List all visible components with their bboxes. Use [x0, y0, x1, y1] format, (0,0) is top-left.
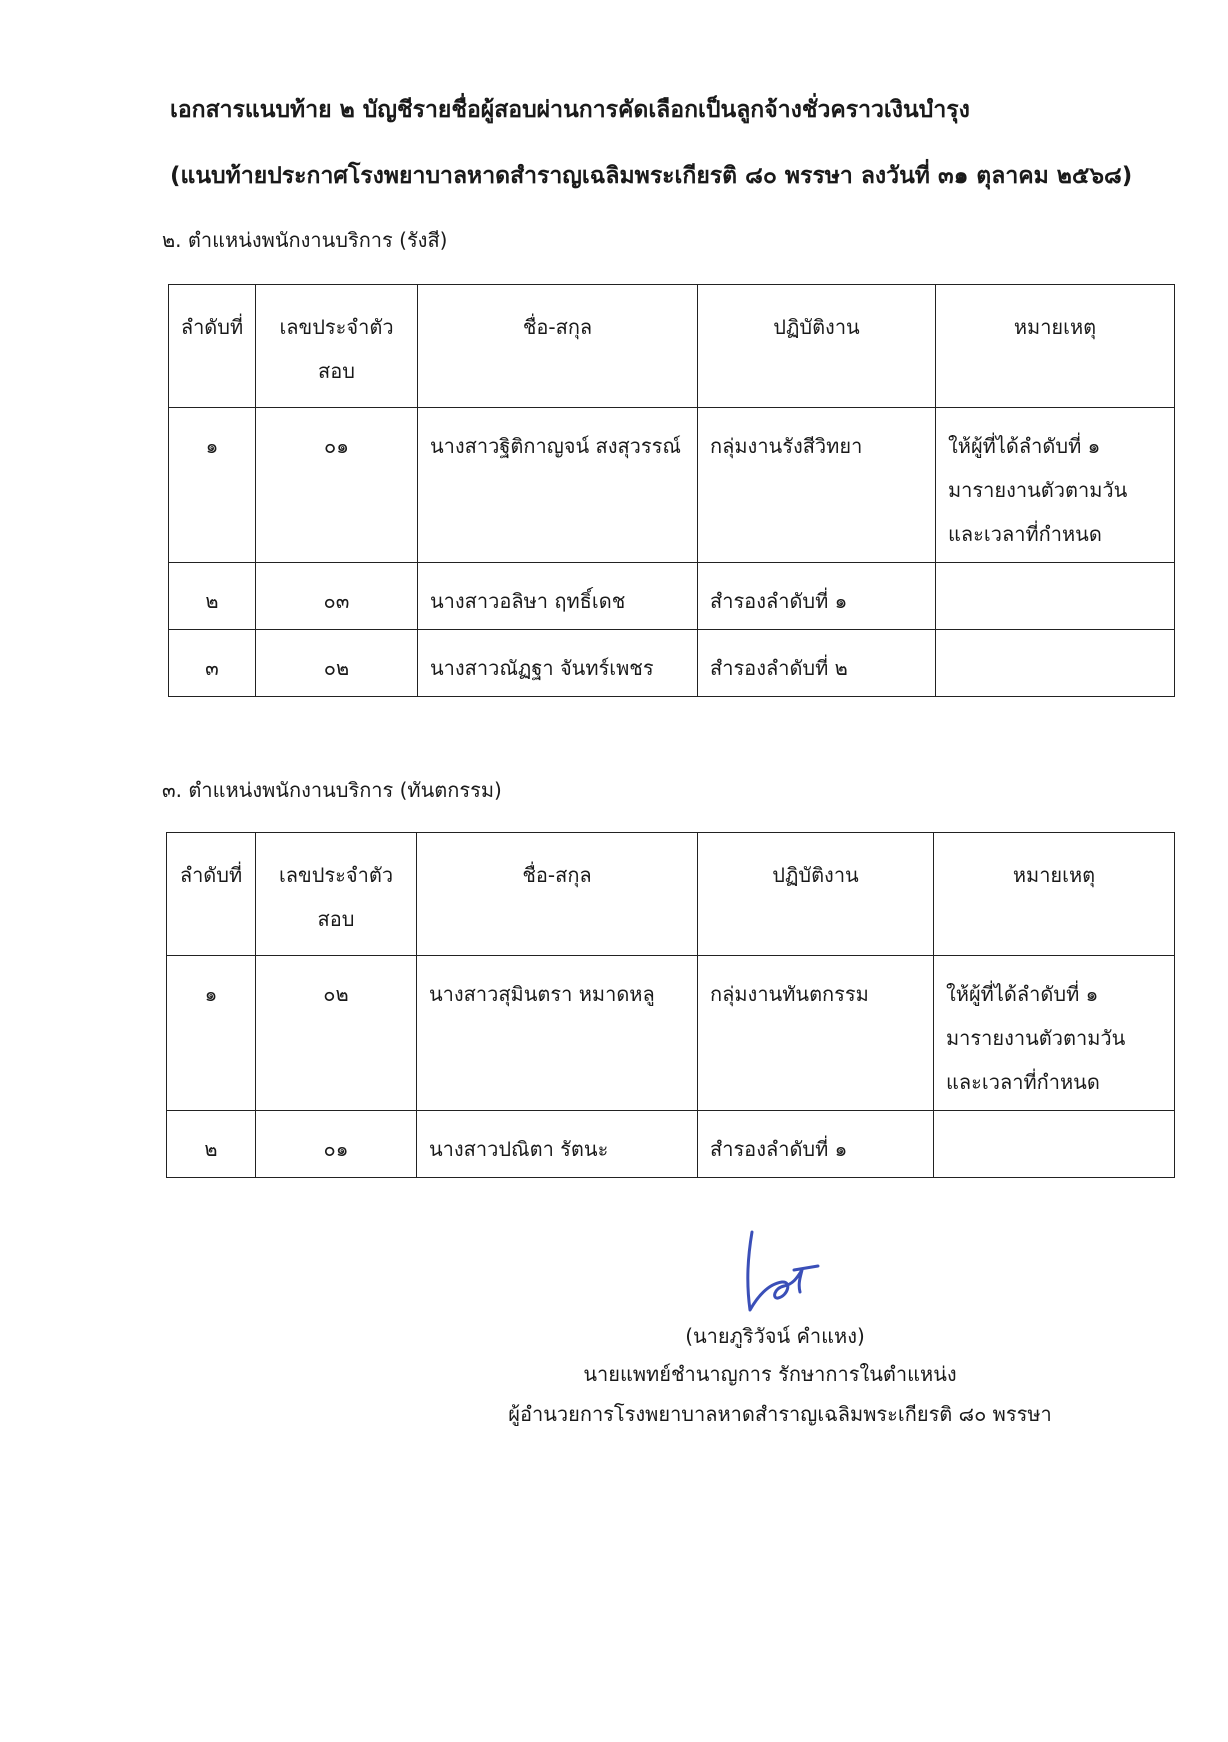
remark-line: และเวลาที่กำหนด — [946, 1070, 1100, 1094]
table-row — [167, 1111, 1175, 1178]
row-remark — [936, 563, 1175, 630]
row-work: สำรองลำดับที่ ๑ — [698, 1111, 934, 1178]
signatory-name: (นายภูริวัจน์ คำแหง) — [685, 1324, 865, 1348]
col-exam-id-header — [256, 285, 418, 408]
col-order-header: ลำดับที่ — [169, 285, 256, 408]
row-name: นางสาวอลิษา ฤทธิ์เดช — [418, 563, 698, 630]
signature-stroke — [748, 1232, 818, 1310]
row-work: สำรองลำดับที่ ๒ — [698, 630, 936, 697]
row-order: ๒ — [169, 563, 256, 630]
section-2-table — [168, 284, 1175, 697]
row-work: กลุ่มงานทันตกรรม — [698, 956, 934, 1111]
col-exam-id-label-1: เลขประจำตัว — [278, 863, 394, 887]
row-name: นางสาวณัฏฐา จันทร์เพชร — [418, 630, 698, 697]
col-exam-id-label-2: สอบ — [317, 907, 355, 931]
row-name: นางสาวสุมินตรา หมาดหลู — [417, 956, 698, 1111]
row-remark — [936, 408, 1175, 563]
col-remark-header: หมายเหตุ — [934, 833, 1175, 956]
table-row — [169, 408, 1175, 563]
section-3-table — [166, 832, 1175, 1178]
remark-line: มารายงานตัวตามวัน — [948, 478, 1128, 502]
section-3-title: ๓. ตำแหน่งพนักงานบริการ (ทันตกรรม) — [162, 778, 502, 802]
col-exam-id-label-2: สอบ — [318, 359, 355, 383]
row-remark — [936, 630, 1175, 697]
row-exam-id: ๐๒ — [256, 630, 418, 697]
remark-line: มารายงานตัวตามวัน — [946, 1026, 1126, 1050]
col-name-header: ชื่อ-สกุล — [418, 285, 698, 408]
row-order: ๑ — [167, 956, 256, 1111]
col-exam-id-label-1: เลขประจำตัว — [279, 315, 394, 339]
remark-line: ให้ผู้ที่ได้ลำดับที่ ๑ — [948, 434, 1101, 458]
handwritten-signature — [738, 1226, 822, 1318]
table-header-row — [169, 285, 1175, 408]
table-row — [169, 630, 1175, 697]
col-exam-id-header — [256, 833, 417, 956]
row-work: สำรองลำดับที่ ๑ — [698, 563, 936, 630]
row-exam-id: ๐๑ — [256, 408, 418, 563]
remark-line: ให้ผู้ที่ได้ลำดับที่ ๑ — [946, 982, 1099, 1006]
col-work-header: ปฏิบัติงาน — [698, 833, 934, 956]
row-work: กลุ่มงานรังสีวิทยา — [698, 408, 936, 563]
row-name: นางสาวปณิตา รัตนะ — [417, 1111, 698, 1178]
col-remark-header: หมายเหตุ — [936, 285, 1175, 408]
section-2-title: ๒. ตำแหน่งพนักงานบริการ (รังสี) — [162, 228, 448, 252]
row-name: นางสาวฐิติกาญจน์ สงสุวรรณ์ — [418, 408, 698, 563]
row-exam-id: ๐๓ — [256, 563, 418, 630]
table-header-row — [167, 833, 1175, 956]
row-order: ๒ — [167, 1111, 256, 1178]
row-order: ๑ — [169, 408, 256, 563]
remark-line: และเวลาที่กำหนด — [948, 522, 1102, 546]
row-order: ๓ — [169, 630, 256, 697]
table-row — [167, 956, 1175, 1111]
signatory-title: นายแพทย์ชำนาญการ รักษาการในตำแหน่ง — [583, 1362, 957, 1386]
document-title: เอกสารแนบท้าย ๒ บัญชีรายชื่อผู้สอบผ่านการคัดเลือกเป็นลูกจ้างชั่วคราวเงินบำรุง — [170, 97, 970, 123]
signatory-position: ผู้อำนวยการโรงพยาบาลหาดสำราญเฉลิมพระเกียรติ ๘๐ พรรษา — [508, 1402, 1052, 1426]
row-exam-id: ๐๑ — [256, 1111, 417, 1178]
row-remark — [934, 956, 1175, 1111]
col-name-header: ชื่อ-สกุล — [417, 833, 698, 956]
row-remark — [934, 1111, 1175, 1178]
document-subtitle: (แนบท้ายประกาศโรงพยาบาลหาดสำราญเฉลิมพระเกียรติ ๘๐ พรรษา ลงวันที่ ๓๑ ตุลาคม ๒๕๖๘) — [170, 163, 1133, 189]
col-work-header: ปฏิบัติงาน — [698, 285, 936, 408]
table-row — [169, 563, 1175, 630]
row-exam-id: ๐๒ — [256, 956, 417, 1111]
col-order-header: ลำดับที่ — [167, 833, 256, 956]
